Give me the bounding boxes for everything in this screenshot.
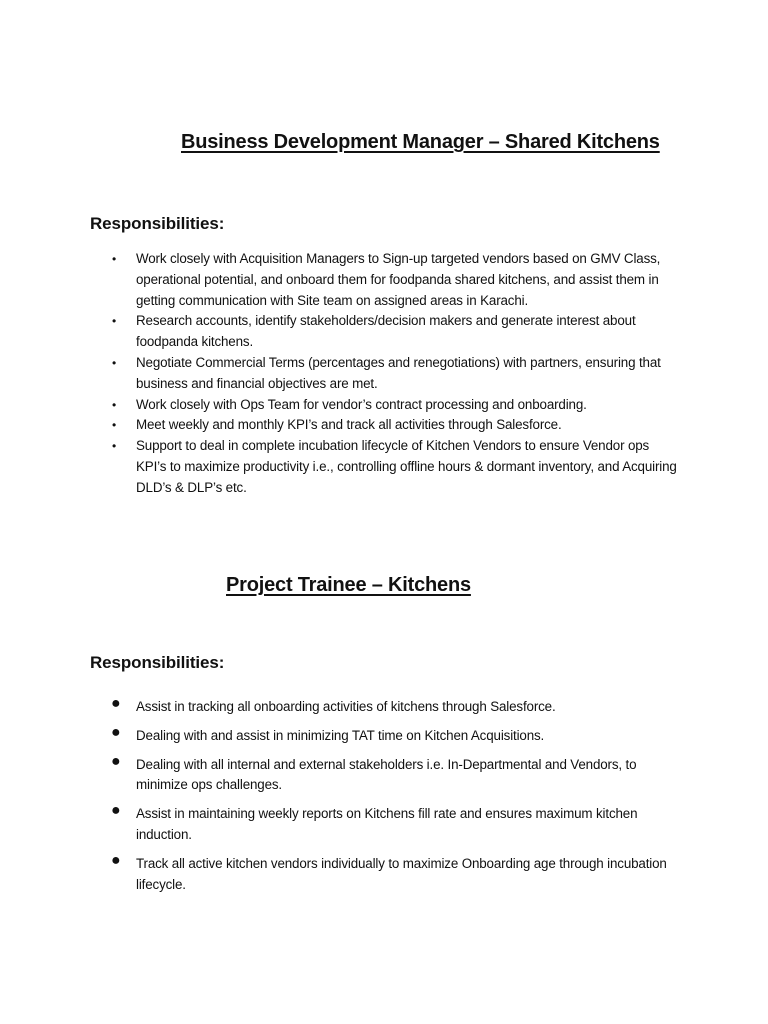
list-item [0,804,768,846]
bullet-icon: • [112,418,117,433]
bullet-icon: ● [111,752,121,770]
list-item [0,723,768,747]
bullet-icon: • [112,355,117,370]
list-item-text: Work closely with Ops Team for vendor’s contract processing and onboarding. [136,396,587,412]
list-item-text: Support to deal in complete incubation lifecycle of Kitchen Vendors to ensure Vendor ops KPI’s to maximize productivity i.e., controlling offline hours & dormant inventory, and Acquiring DLD’s & DLP’s etc. [136,438,677,495]
list-item [0,415,768,436]
job-title-bdm: Business Development Manager – Shared Kitchens [181,131,660,153]
bullet-icon: • [112,439,117,454]
list-item [0,353,768,395]
list-item [0,436,768,498]
list-item-text: Dealing with and assist in minimizing TAT time on Kitchen Acquisitions. [136,727,545,743]
list-item-text: Track all active kitchen vendors individually to maximize Onboarding age through incubation lifecycle. [136,855,667,892]
list-item [0,697,768,718]
responsibilities-list-1 [0,249,768,499]
list-item-text: Work closely with Acquisition Managers to Sign-up targeted vendors based on GMV Class, operational potential, and onboard them for foodpanda shared kitchens, and assist them in getting communication with Site team on assigned areas in Karachi. [136,251,661,308]
responsibilities-heading-2: Responsibilities: [90,653,225,672]
list-item-text: Dealing with all internal and external stakeholders i.e. In-Departmental and Vendors, to minimize ops challenges. [136,756,637,793]
list-item [0,752,768,797]
list-item [0,249,768,311]
bullet-icon: ● [111,723,121,741]
list-item [0,851,768,896]
list-item-text: Meet weekly and monthly KPI’s and track all activities through Salesforce. [136,417,562,433]
responsibilities-heading-1: Responsibilities: [90,214,225,233]
bullet-icon: ● [111,851,121,869]
list-item [0,395,768,416]
bullet-icon: ● [111,802,121,820]
list-item-text: Assist in tracking all onboarding activities of kitchens through Salesforce. [136,699,556,714]
bullet-icon: • [112,397,117,412]
bullet-icon: • [112,252,117,266]
bullet-icon: ● [111,695,121,712]
list-item-text: Research accounts, identify stakeholders/decision makers and generate interest about foodpanda kitchens. [136,313,636,350]
list-item-text: Negotiate Commercial Terms (percentages and renegotiations) with partners, ensuring that business and financial objectives are met. [136,354,661,391]
job-title-project-trainee: Project Trainee – Kitchens [226,574,471,596]
list-item [0,311,768,353]
bullet-icon: • [112,314,117,329]
list-item-text: Assist in maintaining weekly reports on Kitchens fill rate and ensures maximum kitchen induction. [136,806,638,842]
responsibilities-list-2 [0,697,768,903]
